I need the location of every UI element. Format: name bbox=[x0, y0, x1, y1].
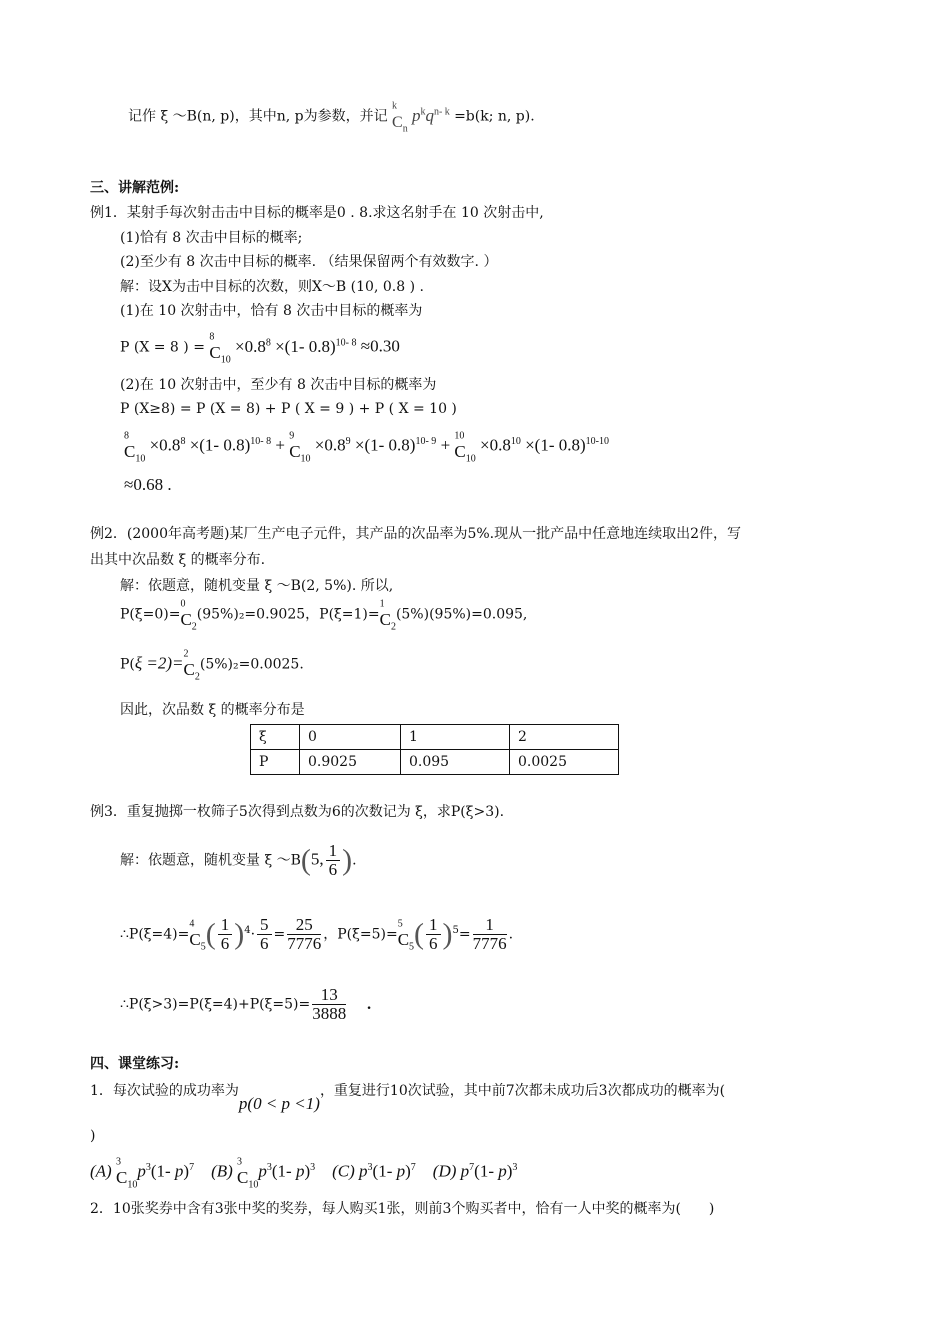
table-row bbox=[251, 725, 619, 750]
p8-result: ≈0.30 bbox=[360, 336, 400, 356]
fraction-5-6: $\frac{5}{6}$ bbox=[257, 916, 272, 953]
option-c-label: (C) bbox=[332, 1161, 355, 1181]
q1-options: (A) $^3$ $C_{10}p^3(1-$ p)$^7$ (B) $^3$ $C_{10}p^3(1-$ p)$^3$ (C) $p^3(1-$ p)$^7$ (D) $p^7(1-$ p)$^3$ bbox=[90, 1156, 518, 1191]
ex2-title-b: 出其中次品数 ξ 的概率分布. bbox=[90, 552, 266, 568]
p2-label: P( bbox=[120, 656, 135, 673]
c5-5: $^5$ $C_5$ bbox=[397, 918, 415, 953]
q1-condition: p(0 < p <1) bbox=[238, 1094, 320, 1113]
ex3-title: 例3．重复抛掷一枚筛子5次得到点数为6的次数记为 ξ，求P(ξ>3). bbox=[90, 804, 505, 820]
option-a-label: (A) bbox=[90, 1161, 112, 1181]
table-cell: 0.095 bbox=[401, 750, 510, 775]
distribution-table bbox=[250, 724, 619, 775]
ex3-solution: 解：依题意，随机变量 ξ ～B(5, $\frac{1}{6}$ ). bbox=[120, 841, 357, 879]
ex2-p2 bbox=[120, 648, 304, 683]
ex3-p-gt3: ∴P(ξ>3)=P(ξ=4)+P(ξ=5)= $\frac{13}{3888}$ . bbox=[120, 985, 372, 1023]
table-cell: 0.9025 bbox=[300, 750, 401, 775]
ex2-title-a: 例2．(2000年高考题)某厂生产电子元件，其产品的次品率为5%.现从一批产品中任意地连续取出2件，写 bbox=[90, 526, 742, 542]
p-gt3-label: ∴P(ξ>3)=P(ξ=4)+P(ξ=5)= bbox=[120, 996, 311, 1013]
fraction-25-7776: $\frac{25}{7776}$ bbox=[287, 915, 322, 953]
fraction-1-6: $\frac{1}{6}$ bbox=[426, 916, 441, 953]
table-cell: 0 bbox=[300, 725, 401, 750]
exercise-2: 2．10张奖券中含有3张中奖的奖券，每人购买1张，则前3个购买者中，恰有一人中奖的概率为( ) bbox=[90, 1201, 715, 1217]
option-d-label: (D) bbox=[432, 1161, 457, 1181]
ex1-sum-formula: $^8$ $C_{10} \times 0.8^8 \times(1-$ 0.8)$^{10- 8}$ + $^9$ $C_{10} \times 0.8^9 \times(1-$ 0.8)$^{10- 9}$ + $^{10}$ $C_{10} \times 0.8^{10} \times(1-$ 0.8)$^{10-10}$ bbox=[124, 430, 610, 465]
ex2-therefore: 因此，次品数 ξ 的概率分布是 bbox=[120, 702, 305, 718]
ex2-solution: 解：依题意，随机变量 ξ ～B(2, 5%). 所以, bbox=[120, 578, 394, 594]
p8-label: P (X = 8 ) = bbox=[120, 339, 205, 356]
p8-formula: $^8$ $C_{10} \times 0.8^8 \times(1-$ 0.8)$^{10- 8}$ bbox=[209, 331, 357, 366]
ex1-approx: ≈0.68 . bbox=[124, 475, 172, 494]
table-cell: 2 bbox=[510, 725, 619, 750]
ex2-p0-p1 bbox=[120, 598, 528, 633]
p0-tail: (95%)₂=0.9025， bbox=[196, 606, 320, 623]
table-cell: P bbox=[251, 750, 300, 775]
ex1-q2: (2)至少有 8 次击中目标的概率. （结果保留两个有效数字. ） bbox=[120, 254, 498, 270]
table-cell: 1 bbox=[401, 725, 510, 750]
ex1-solution: 解：设X为击中目标的次数，则X～B (10, 0.8 ) . bbox=[120, 279, 424, 295]
ex3-sol-text: 解：依题意，随机变量 ξ ～B bbox=[120, 852, 301, 869]
c2-2: $^2$ $C_2$ bbox=[183, 648, 200, 683]
section4-heading: 四、课堂练习: bbox=[90, 1056, 180, 1072]
ex3-p4-p5: ∴P(ξ=4)=$^4$ $C_5$( $\frac{1}{6}$ )$^4$· $\frac{5}{6}$ = $\frac{25}{7776}$ ，P(ξ=5)=$^5$ $C_5$( $\frac{1}{6}$ )$^5$= $\frac{1}{7776}$ . bbox=[120, 915, 514, 953]
c2-0: $^0$ $C_2$ bbox=[180, 598, 197, 633]
intro-text: 记作 ξ ～B(n, p)，其中n, p为参数，并记 bbox=[128, 108, 388, 125]
p4-label: ∴P(ξ=4)= bbox=[120, 926, 190, 943]
ex1-p8 bbox=[120, 331, 400, 366]
fraction-1-6: $\frac{1}{6}$ bbox=[218, 916, 233, 953]
p2-tail: (5%)₂=0.0025. bbox=[199, 656, 304, 673]
p0-label: P(ξ=0)= bbox=[120, 606, 181, 623]
ex1-step2: (2)在 10 次射击中，至少有 8 次击中目标的概率为 bbox=[120, 377, 437, 393]
q1-text-b: ，重复进行10次试验，其中前7次都未成功后3次都成功的概率为( bbox=[319, 1083, 726, 1099]
ex3-five: 5, bbox=[310, 849, 324, 869]
ex1-step1: (1)在 10 次射击中，恰有 8 次击中目标的概率为 bbox=[120, 303, 423, 319]
p2-mid: ξ =2)= bbox=[134, 653, 184, 673]
ex1-sum-line: P (X≥8) = P (X = 8) + P ( X = 9 ) + P ( X = 10 ) bbox=[120, 401, 457, 417]
ex1-q1: (1)恰有 8 次击中目标的概率; bbox=[120, 230, 303, 246]
q1-text-a: 1．每次试验的成功率为 bbox=[90, 1083, 239, 1099]
p1-tail: (5%)(95%)=0.095, bbox=[395, 606, 528, 623]
fraction-1-7776: $\frac{1}{7776}$ bbox=[472, 915, 507, 953]
intro-tail: =b(k; n, p). bbox=[454, 108, 535, 125]
exercise-1 bbox=[90, 1080, 726, 1113]
table-cell: 0.0025 bbox=[510, 750, 619, 775]
option-b-label: (B) bbox=[211, 1161, 233, 1181]
ex1-title: 例1．某射手每次射击击中目标的概率是0 . 8.求这名射手在 10 次射击中, bbox=[90, 205, 544, 221]
fraction-1-6: $\frac{1}{6}$ bbox=[326, 842, 341, 879]
section3-heading: 三、讲解范例: bbox=[90, 180, 180, 196]
table-cell: ξ bbox=[251, 725, 300, 750]
p5-label: ，P(ξ=5)= bbox=[323, 926, 398, 943]
c5-4: $^4$ $C_5$ bbox=[189, 918, 206, 953]
intro-line bbox=[128, 100, 535, 135]
q1-close: ) bbox=[90, 1128, 96, 1144]
fraction-13-3888: $\frac{13}{3888}$ bbox=[312, 985, 347, 1023]
binomial-formula: $^k$ $C_n$ $p^kq^{n- k}$ bbox=[392, 100, 450, 135]
table-row bbox=[251, 750, 619, 775]
c2-1: $^1$ $C_2$ bbox=[379, 598, 396, 633]
p1-label: P(ξ=1)= bbox=[319, 606, 380, 623]
